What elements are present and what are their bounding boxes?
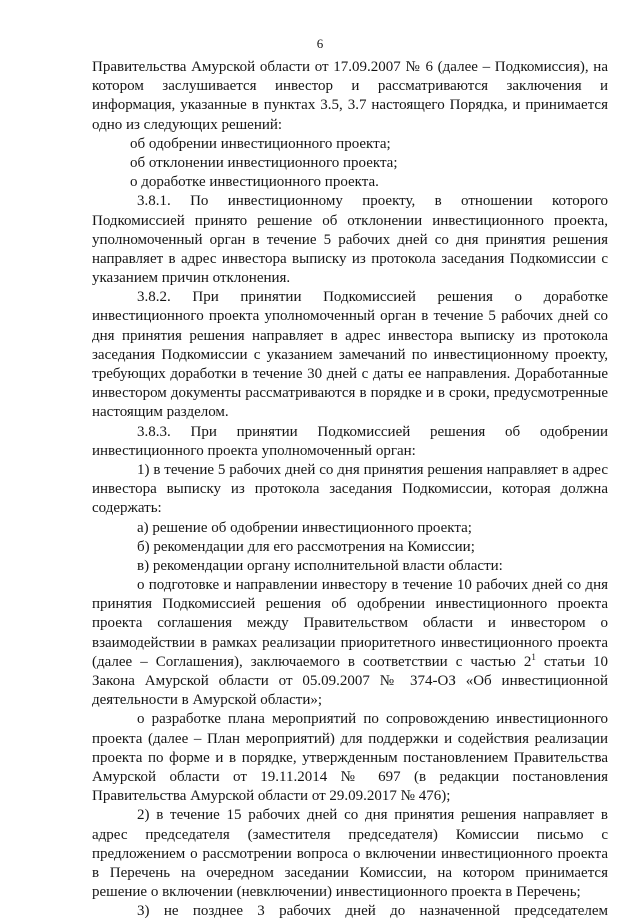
text-line: об отклонении инвестиционного проекта; [130, 154, 398, 171]
text-line: инвестора выписку из протокола заседания Подкомиссии, которая должна [92, 481, 608, 498]
text-line: одно из следующих решений: [92, 116, 283, 133]
text-line: принятия Подкомиссией решения об одобрении инвестиционного проекта [92, 596, 608, 613]
text-line: котором заслушивается инвестор и рассматриваются заключения и [92, 78, 608, 95]
text-line: уполномоченный орган в течение 5 рабочих дней со дня принятия решения [92, 231, 608, 248]
text-line: 3.8.3. При принятии Подкомиссией решения об одобрении [137, 423, 608, 440]
text-line: направляет в адрес инвестора выписку из протокола заседания Подкомиссии с [92, 250, 608, 267]
text-line: деятельности в Амурской области»; [92, 692, 323, 709]
text-line: взаимодействии в рамках реализации приоритетного инвестиционного проекта [92, 634, 608, 651]
text-line: б) рекомендации для его рассмотрения на Комиссии; [137, 538, 475, 555]
text-line: 2) в течение 15 рабочих дней со дня принятия решения направляет в [137, 807, 608, 824]
text-line: Закона Амурской области от 05.09.2007 № 374-ОЗ «Об инвестиционной [92, 673, 608, 689]
text-line: 3.8.1. По инвестиционному проекту, в отношении которого [137, 193, 608, 210]
text-line: информация, указанные в пунктах 3.5, 3.7 настоящего Порядка, и принимается [92, 97, 608, 114]
text-line: требующих доработки в течение 30 дней с даты ее направления. Доработанные [92, 366, 608, 382]
text-line: адрес председателя (заместителя председателя) Комиссии письмо с [92, 826, 608, 843]
text-line: инвестиционного проекта уполномоченный орган: [92, 442, 416, 459]
text-line: инвестиционного проекта уполномоченный орган в течение 5 рабочих дней со [92, 308, 608, 325]
document-body [92, 58, 608, 921]
text-line: Подкомиссией принято решение об отклонении инвестиционного проекта, [92, 212, 608, 229]
page-number: 6 [316, 36, 324, 51]
text-line: о разработке плана мероприятий по сопровождению инвестиционного [137, 711, 608, 728]
text-line: указанием причин отклонения. [92, 270, 291, 287]
text-line: о подготовке и направлении инвестору в течение 10 рабочих дней со дня [137, 577, 608, 594]
text-line: об одобрении инвестиционного проекта; [130, 135, 391, 152]
text-line: 3) не позднее 3 рабочих дней до назначенной председателем [137, 903, 608, 920]
text-line: проекта соглашения между Правительством области и инвестором о [92, 615, 608, 632]
text-line: предложением о рассмотрении вопроса о включении инвестиционного проекта [92, 845, 608, 862]
text-line: настоящим разделом. [92, 404, 229, 421]
text-line: заседания Подкомиссии с указанием замечаний по инвестиционному проекту, [92, 346, 608, 363]
text-line: 3.8.2. При принятии Подкомиссией решения о доработке [137, 289, 608, 306]
text-line: проекта по форме и в порядке, утвержденным постановлением Правительства [92, 749, 608, 766]
text-line: (далее – Соглашения), заключаемого в соответствии с частью $2^1$ статьи 10 [92, 652, 608, 670]
text-line: Правительства Амурской области от 29.09.2017 № 476); [92, 788, 451, 805]
text-line: содержать: [92, 500, 162, 517]
text-line: Амурской области от 19.11.2014 № 697 (в редакции постановления [92, 768, 608, 785]
text-line: Правительства Амурской области от 17.09.2007 № 6 (далее – Подкомиссия), на [92, 59, 608, 75]
text-line: инвестором документы рассматриваются в порядке и в сроки, предусмотренные [92, 385, 608, 402]
superscript: 1 [531, 652, 536, 662]
text-line: 1) в течение 5 рабочих дней со дня принятия решения направляет в адрес [137, 461, 608, 478]
text-line: решение о включении (невключении) инвестиционного проекта в Перечень; [92, 884, 581, 901]
text-line: дня принятия решения направляет в адрес инвестора выписку из протокола [92, 327, 608, 344]
text-line: в Перечень на очередном заседании Комиссии, на котором принимается [92, 864, 608, 881]
text-line: проекта (далее – План мероприятий) для поддержки и содействия реализации [92, 730, 608, 747]
text-line: в) рекомендации органу исполнительной власти области: [137, 557, 503, 574]
text-line: а) решение об одобрении инвестиционного проекта; [137, 519, 472, 536]
text-line: о доработке инвестиционного проекта. [130, 174, 379, 191]
